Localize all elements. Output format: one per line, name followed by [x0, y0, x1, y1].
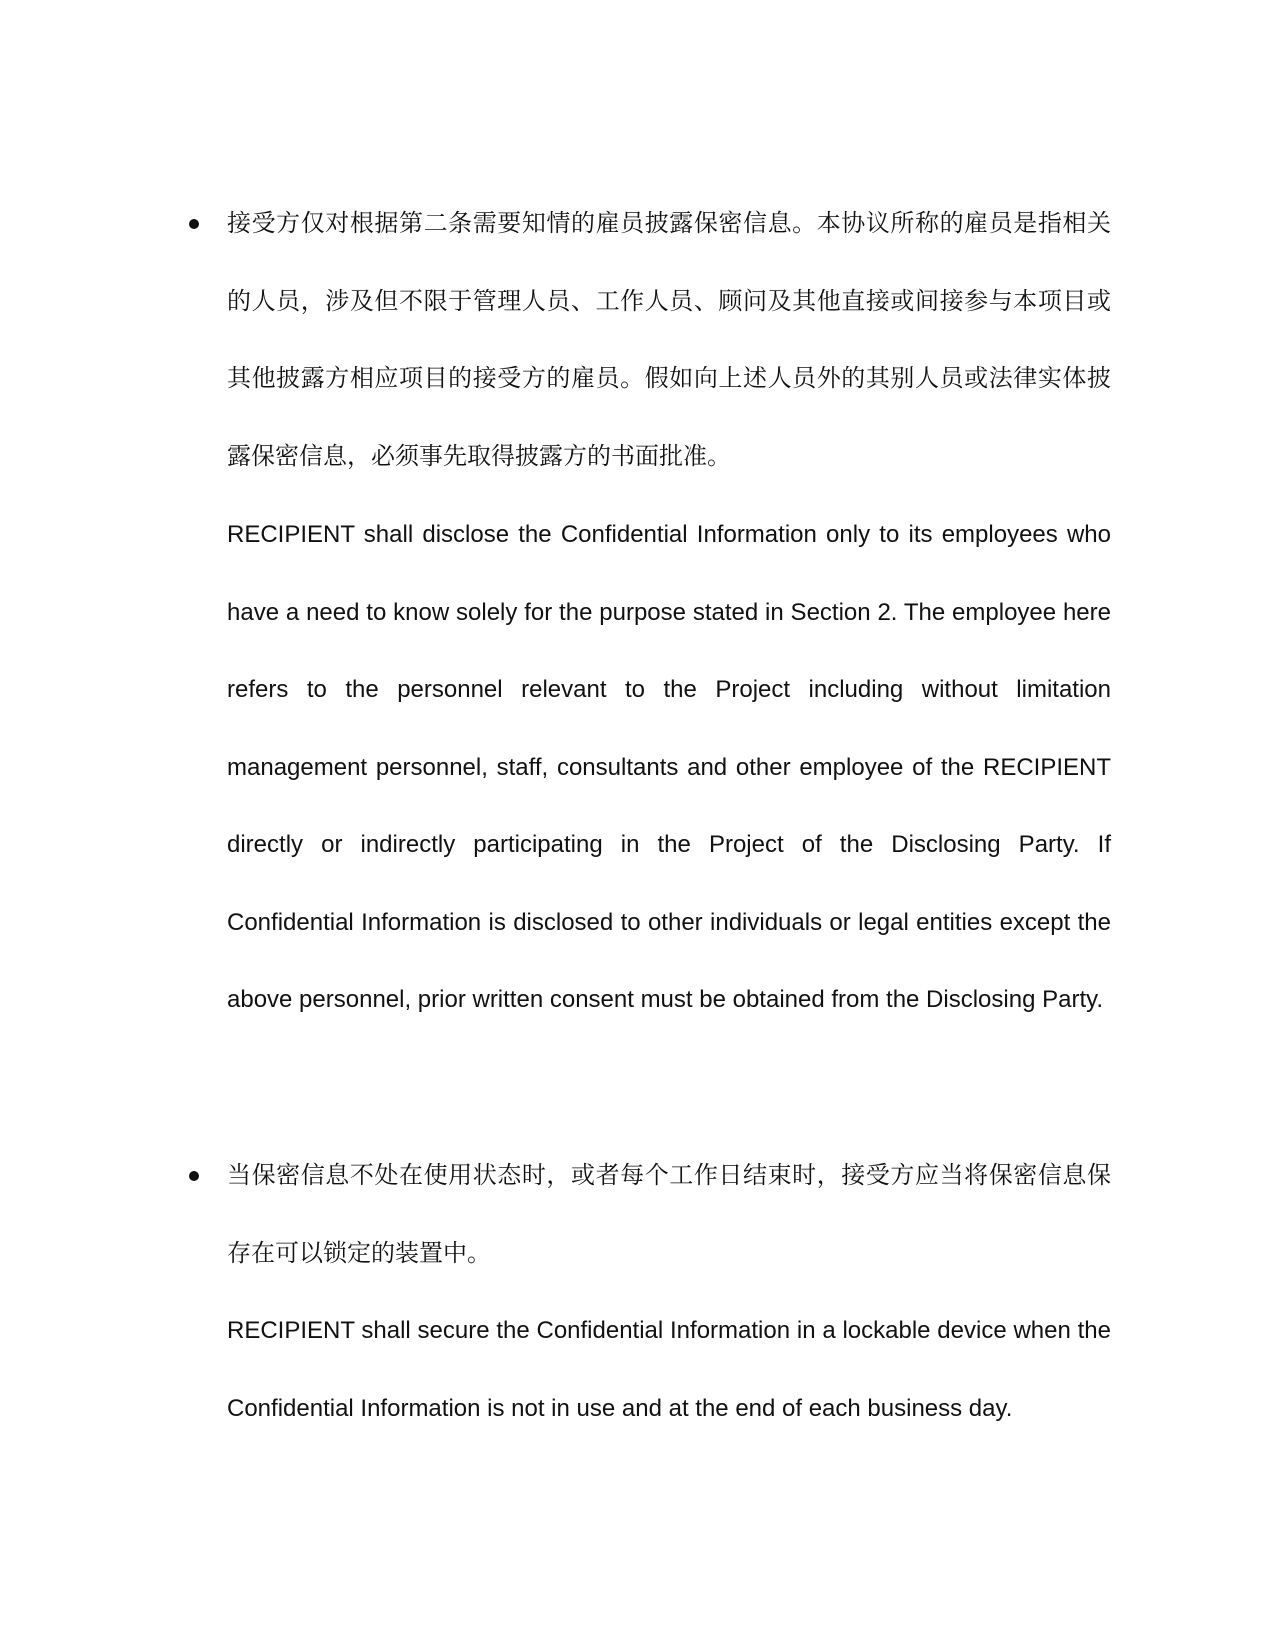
- clause-english-text: RECIPIENT shall disclose the Confidential Information only to its employees who have a need to know solely for the purpose stated in Section 2. The employee here refers to the personnel relevant to the Project including without limitation management personnel, staff, consultants and other employee of the RECIPIENT directly or indirectly participating in the Project of the Disclosing Party. If Confidential Information is disclosed to other individuals or legal entities except the above personnel, prior written consent must be obtained from the Disclosing Party.: [227, 521, 1111, 1013]
- clause-chinese-text: 当保密信息不处在使用状态时，或者每个工作日结束时，接受方应当将保密信息保存在可以锁定的装置中。: [227, 1161, 1111, 1267]
- clause-chinese-text: 接受方仅对根据第二条需要知情的雇员披露保密信息。本协议所称的雇员是指相关的人员，涉及但不限于管理人员、工作人员、顾问及其他直接或间接参与本项目或其他披露方相应项目的接受方的雇员。假如向上述人员外的其别人员或法律实体披露保密信息，必须事先取得披露方的书面批准。: [227, 209, 1111, 470]
- bullet-icon: [189, 1171, 199, 1181]
- clause-english-text: RECIPIENT shall secure the Confidential Information in a lockable device when the Confidential Information is not in use and at the end of each business day.: [227, 1317, 1111, 1422]
- bullet-icon: [189, 219, 199, 229]
